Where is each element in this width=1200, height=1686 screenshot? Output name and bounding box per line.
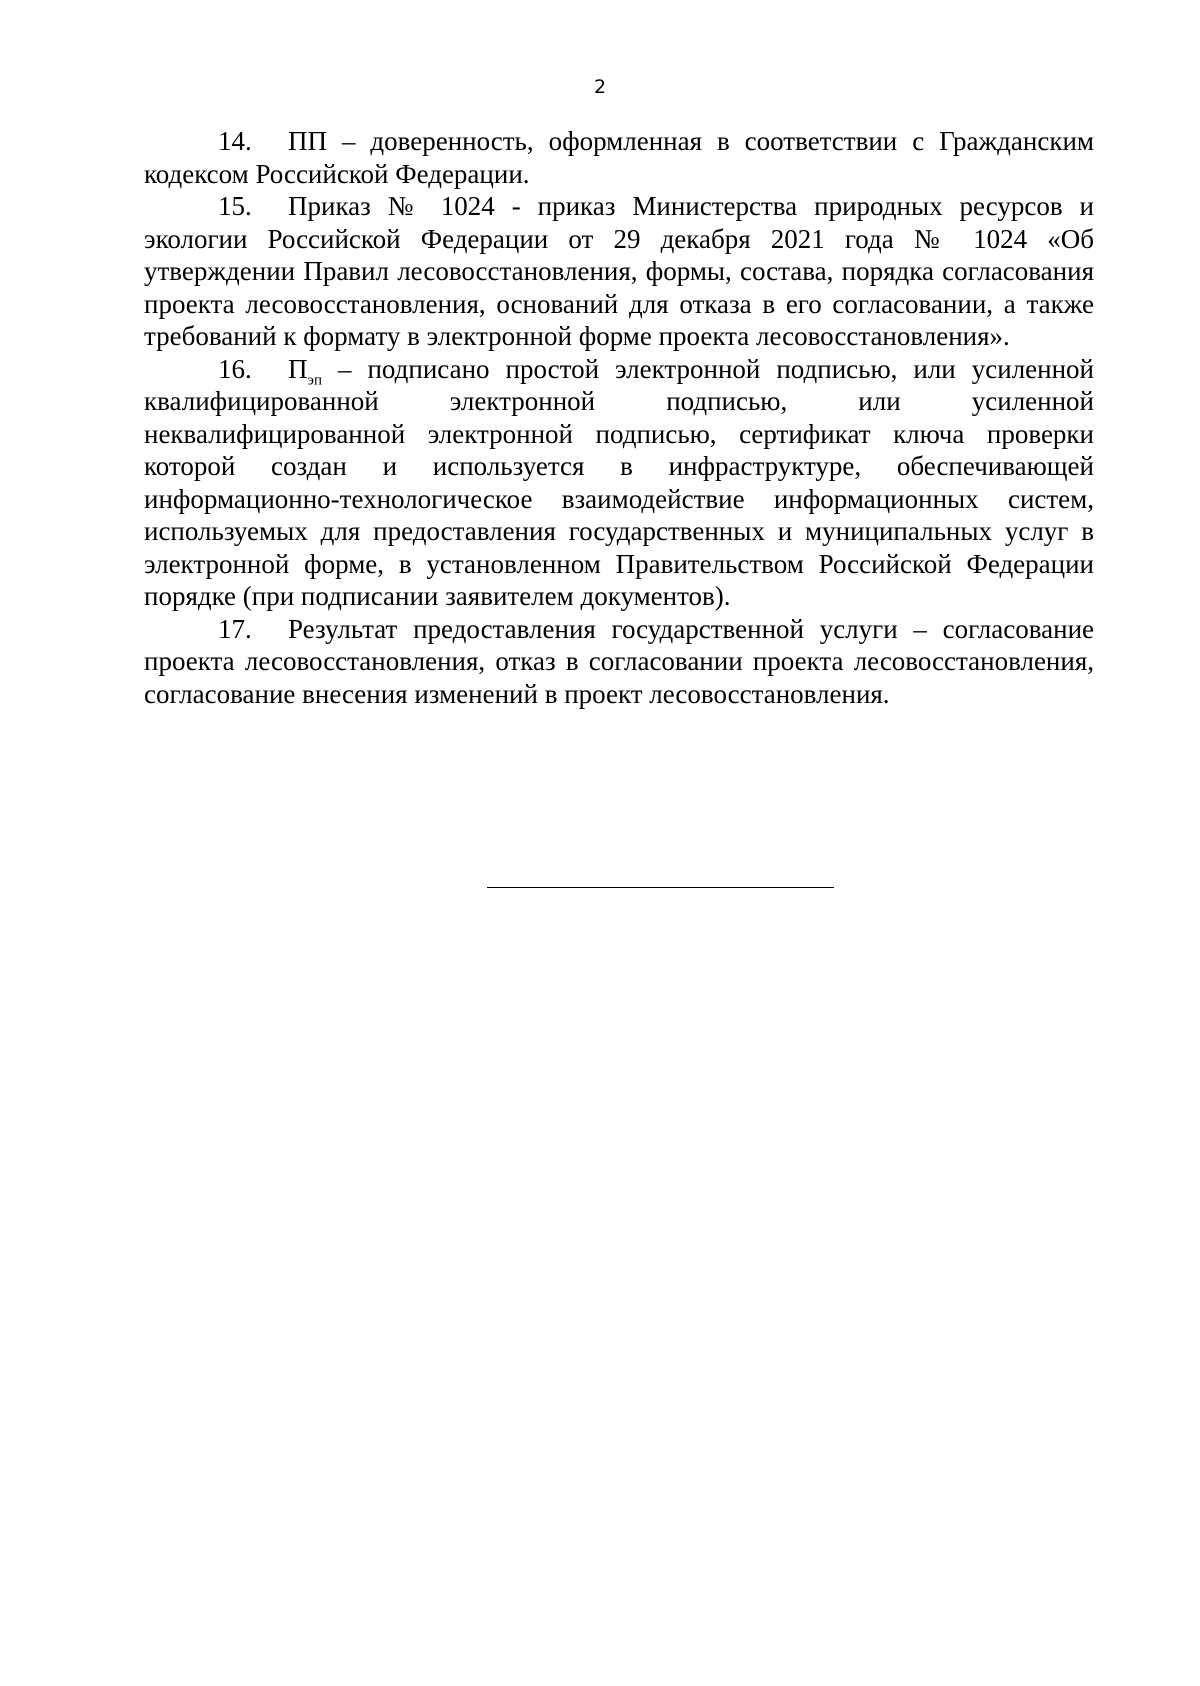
- term-subscript: эп: [307, 371, 322, 388]
- end-divider-line: [487, 887, 834, 888]
- item-number: 15.: [218, 191, 252, 221]
- item-text: Результат предоставления государственной услуги – согласование проекта лесовосстановления, отказ в согласовании проекта лесовосстановления, согласование внесения изменений в проект лесовосстановления.: [144, 613, 1094, 709]
- item-number: 14.: [218, 126, 252, 156]
- document-body: [144, 125, 1094, 710]
- item-text: Приказ № 1024 - приказ Министерства природных ресурсов и экологии Российской Федерации от 29 декабря 2021 года № 1024 «Об утверждении Правил лесовосстановления, формы, состава, порядка согласования проекта лесовосстановления, оснований для отказа в его согласовании, а также требований к формату в электронной форме проекта лесовосстановления».: [144, 191, 1094, 351]
- page-number: 2: [593, 76, 607, 98]
- item-number: 17.: [218, 613, 252, 644]
- item-text: ПП – доверенность, оформленная в соответствии с Гражданским кодексом Российской Федерации.: [144, 126, 1094, 189]
- list-item: [144, 190, 1094, 353]
- item-number: 16.: [218, 353, 252, 384]
- term-symbol: П: [288, 353, 308, 384]
- list-item: [144, 125, 1094, 190]
- list-item: [144, 613, 1094, 711]
- item-text: – подписано простой электронной подписью, или усиленной квалифицированной электронной подписью, или усиленной неквалифицированной электронной подписью, сертификат ключа проверки которой создан и используется в инфраструктуре, обеспечивающей информационно-технологическое взаимодействие информационных систем, используемых для предоставления государственных и муниципальных услуг в электронной форме, в установленном Правительством Российской Федерации порядке (при подписании заявителем документов).: [144, 353, 1094, 611]
- list-item: [144, 353, 1094, 613]
